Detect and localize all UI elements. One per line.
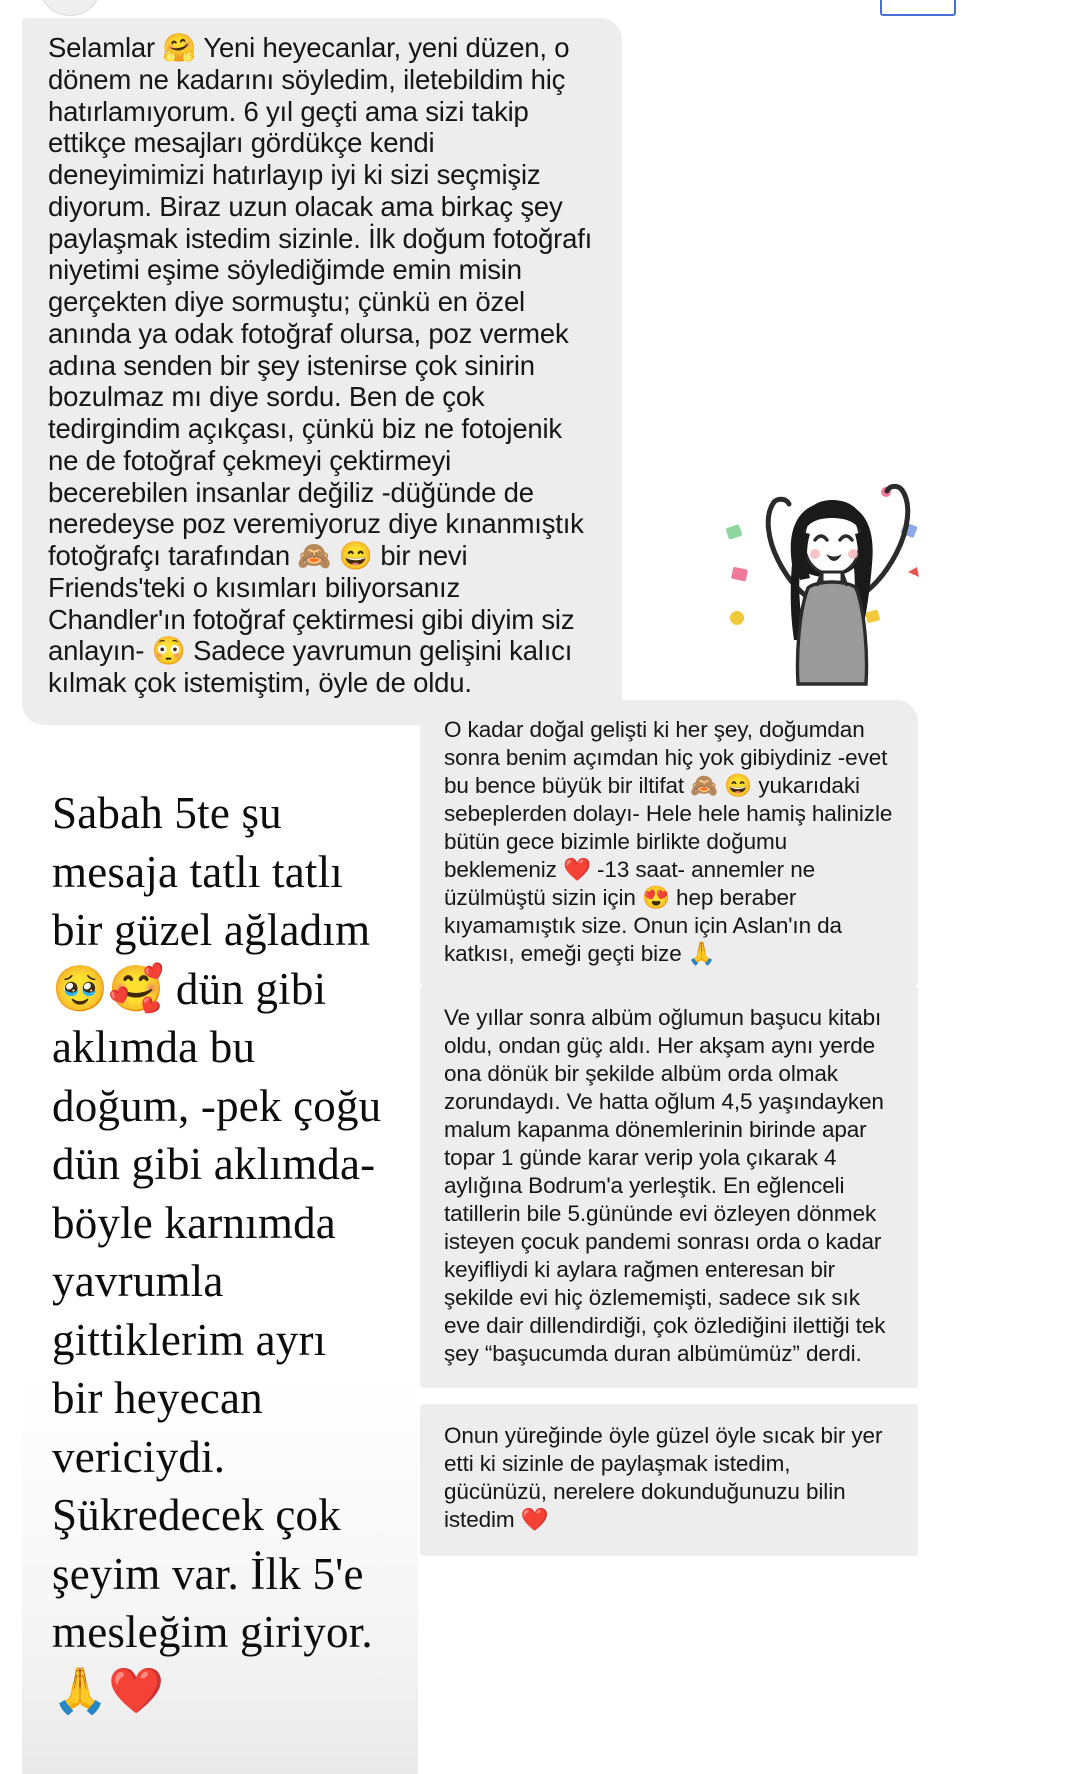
message-bubble-quote-card[interactable] (22, 728, 418, 1774)
message-text-quote-card: Sabah 5te şu mesaja tatlı tatlı bir güzel ağladım 🥹🥰 dün gibi aklımda bu doğum, -pek çoğu dün gibi aklımda- böyle karnımda yavrumla gittiklerim ayrı bir heyecan vericiydi. Şükredecek çok şeyim var. İlk 5'e mesleğim giriyor. 🙏❤️ (52, 788, 382, 1716)
selection-highlight-box[interactable] (880, 0, 956, 16)
right-page-edge (918, 700, 1070, 1774)
message-text-right-a: O kadar doğal gelişti ki her şey, doğumdan sonra benim açımdan hiç yok gibiydiniz -evet bu bence büyük bir iltifat 🙈 😄 yukarıdaki sebeplerden dolayı- Hele hele hamiş halinizle bütün gece bizimle birlikte doğumu beklemeniz ❤️ -13 saat- annemler ne üzülmüştü sizin için 😍 hep beraber kıyamamıştık size. Onun için Aslan'ın da katkısı, emeği geçti bize 🙏 (444, 717, 893, 966)
message-text-right-c: Onun yüreğinde öyle güzel öyle sıcak bir yer etti ki sizinle de paylaşmak istedim, gücünüzü, nerelere dokunduğunuzu bilin istedim ❤️ (444, 1423, 883, 1532)
message-bubble-right-b[interactable] (420, 986, 918, 1388)
avatar[interactable] (38, 0, 102, 16)
message-text-right-b: Ve yıllar sonra albüm oğlumun başucu kitabı oldu, ondan güç aldı. Her akşam aynı yerde ona dönük bir şekilde albüm orda olmak zorundaydı. Ve hatta oğlum 4,5 yaşındayken malum kapanma dönemlerinin birinde apar topar 1 günde karar verip yola çıkarak 4 aylığına Bodrum'a yerleştik. En eğlenceli tatillerin bile 5.gününde evi özleyen dönmek isteyen çocuk pandemi sonrası orda o kadar keyifliydi ki aylara rağmen enteresan bir şekilde evi hiç özlememişti, sadece sık sık eve dair dillendirdiği, çok özlediğini ilettiği tek şey “başucumda duran albümümüz” derdi. (444, 1005, 886, 1366)
message-text-intro: Selamlar 🤗 Yeni heyecanlar, yeni düzen, o dönem ne kadarını söyledim, iletebildim hiç hatırlamıyorum. 6 yıl geçti ama sizi takip ettikçe mesajları gördükçe kendi deneyimimizi hatırlayıp iyi ki sizi seçmişiz diyorum. Biraz uzun olacak ama birkaç şey paylaşmak istedim sizinle. İlk doğum fotoğrafı niyetimi eşime söylediğimde emin misin gerçekten diye sormuştu; çünkü en özel anında ya odak fotoğraf olursa, poz vermek adına senden bir şey istenirse çok sinirin bozulmaz mı diye sordu. Ben de çok tedirgindim açıkçası, çünkü biz ne fotojenik ne de fotoğraf çekmeyi çektirmeyi becerebilen insanlar değiliz -düğünde de neredeyse poz veremiyoruz diye kınanmıştık fotoğrafçı tarafından 🙈 😄 bir nevi Friends'teki o kısımları biliyorsanız Chandler'ın fotoğraf çektirmesi gibi diyim siz anlayın- 😳 Sadece yavrumun gelişini kalıcı kılmak çok istemiştim, öyle de oldu. (48, 32, 593, 698)
celebrating-girl-illustration (716, 468, 946, 708)
message-bubble-right-c[interactable] (420, 1404, 918, 1556)
message-bubble-right-a[interactable] (420, 700, 918, 986)
message-bubble-intro[interactable] (22, 18, 622, 725)
thread-top-strip (0, 0, 1070, 18)
